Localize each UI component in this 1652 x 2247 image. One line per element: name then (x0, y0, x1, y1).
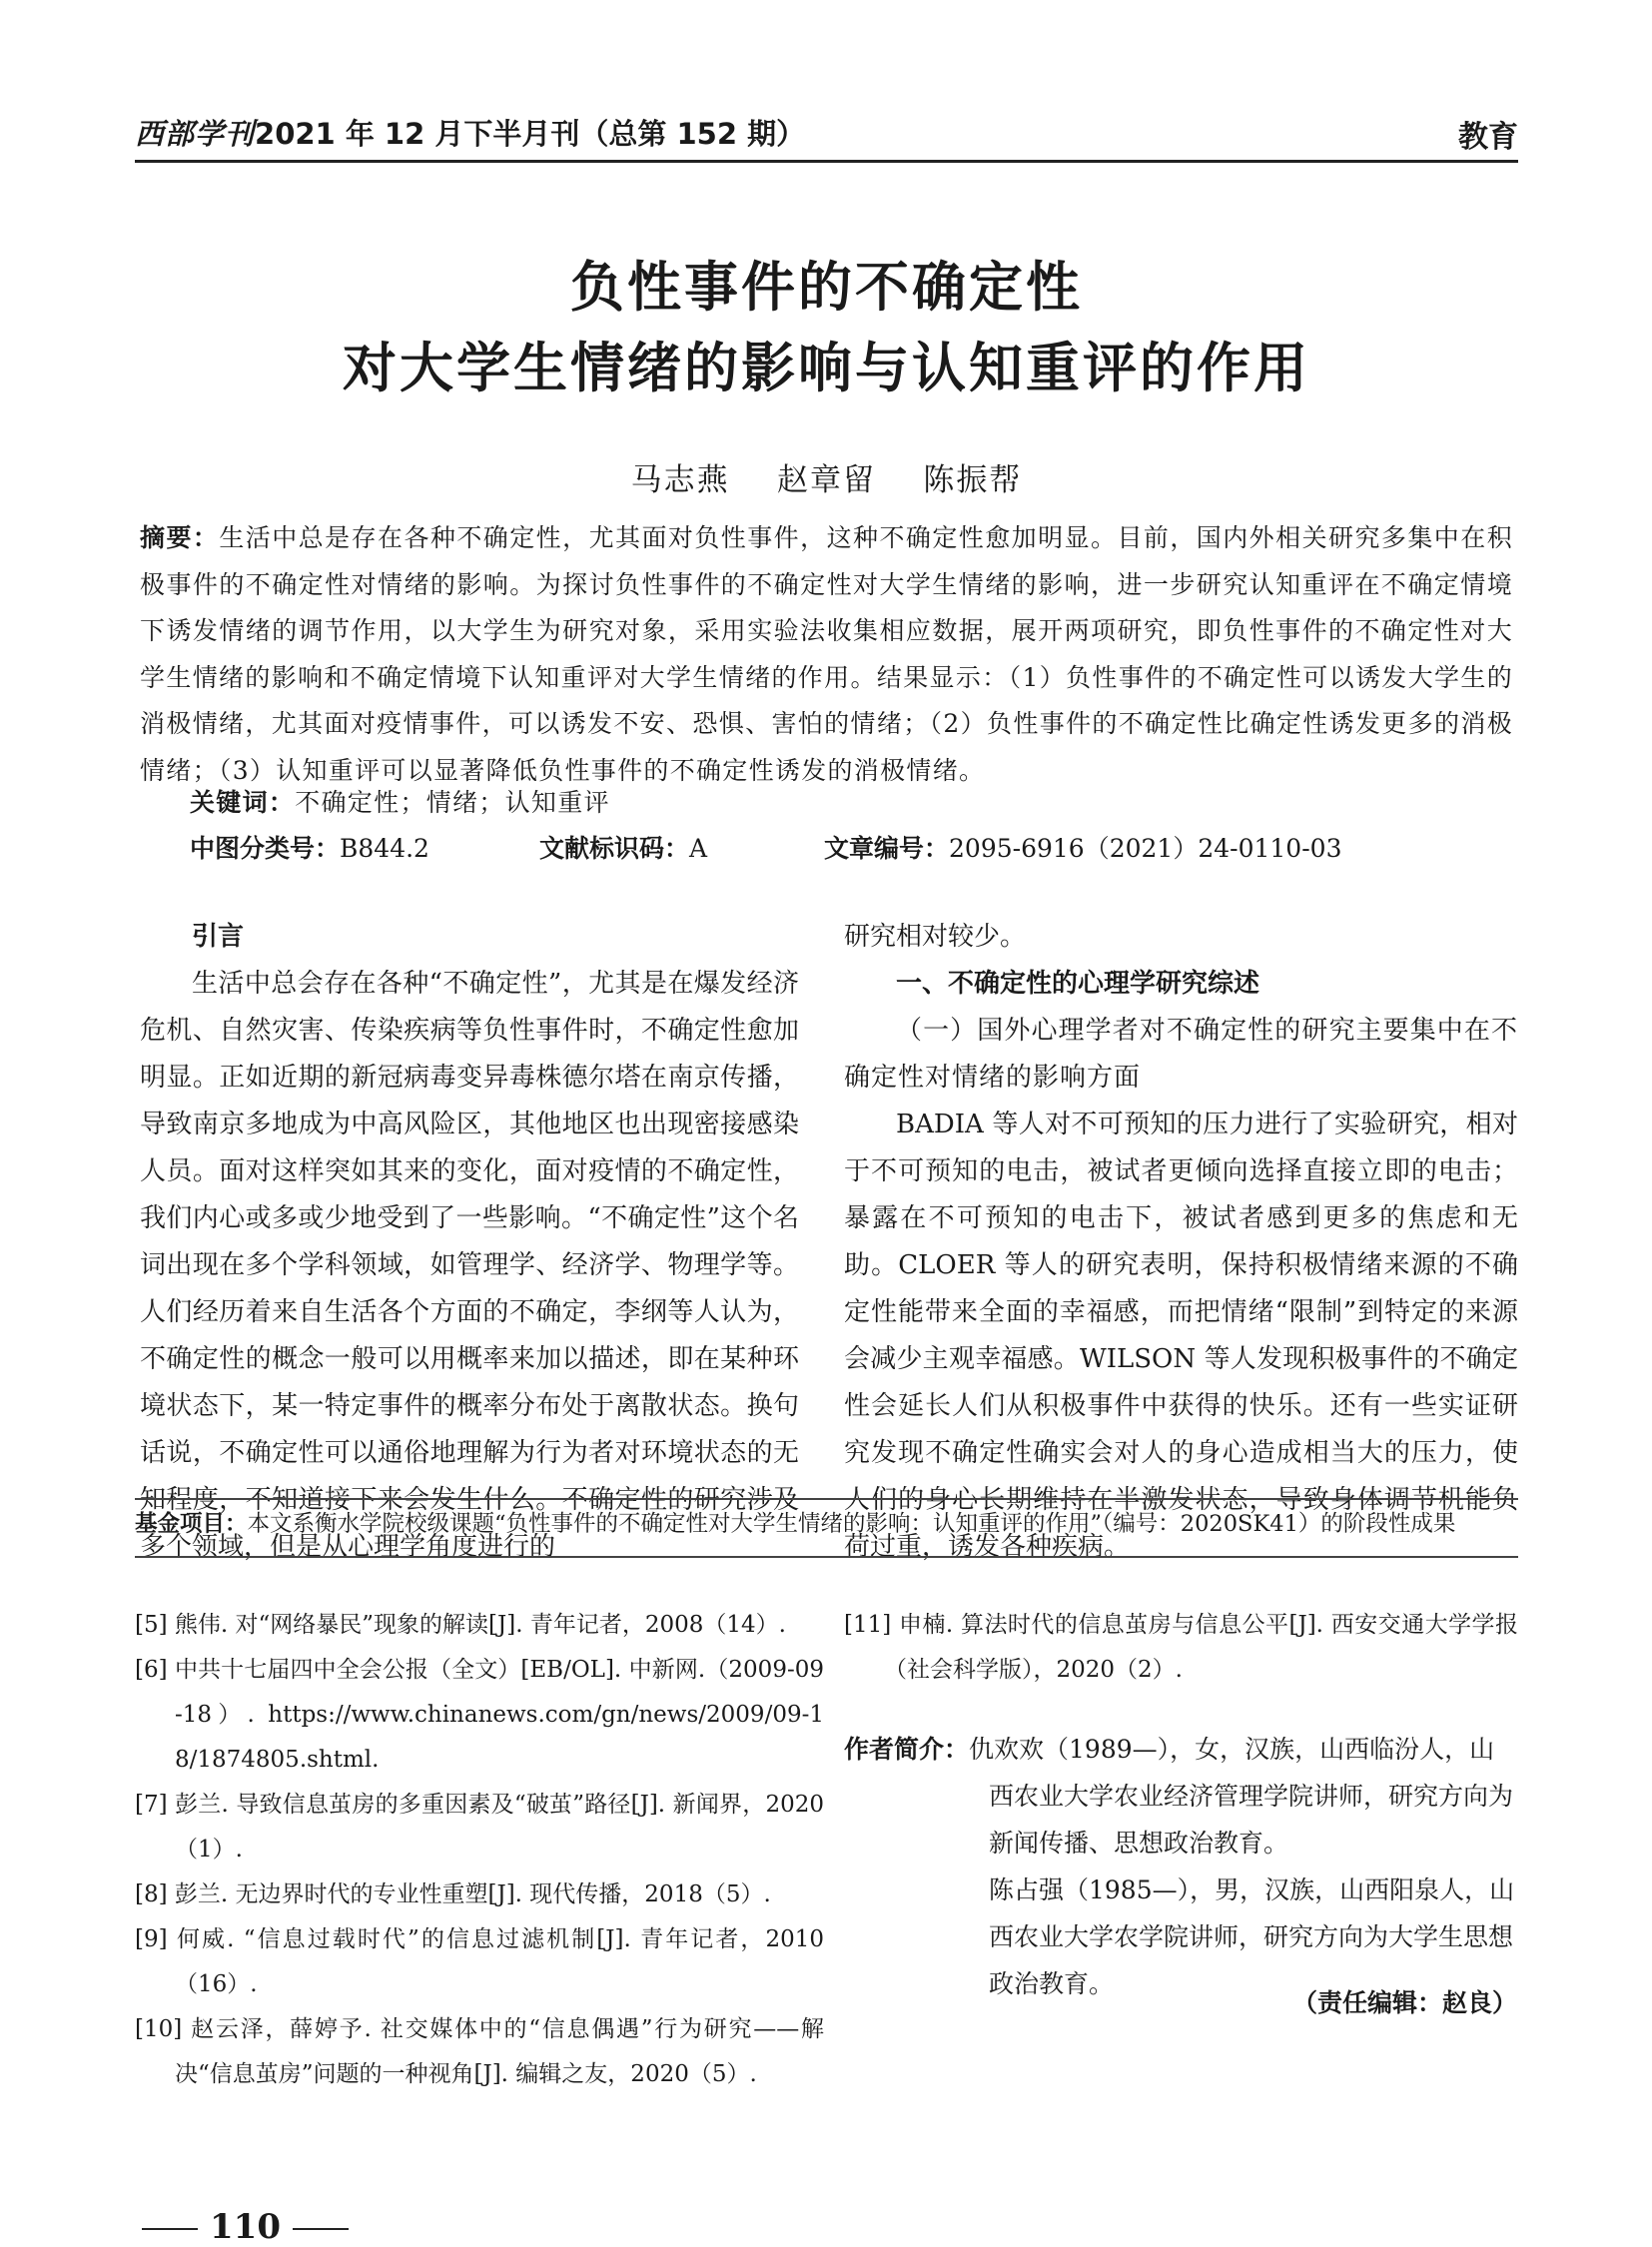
references-right (844, 1603, 1518, 1693)
article-number-value: 2095-6916（2021）24-0110-03 (949, 834, 1342, 863)
clc-value: B844.2 (340, 834, 429, 863)
article-authors: 马志燕 赵章留 陈振帮 (630, 462, 1023, 498)
intro-heading: 引言 (192, 922, 245, 952)
abstract-label: 摘要： (140, 523, 220, 552)
article-title-line1: 负性事件的不确定性 (570, 255, 1083, 319)
section1-heading: 一、不确定性的心理学研究综述 (896, 969, 1260, 999)
bio-author1-text: 仇欢欢（1989—），女，汉族，山西临汾人，山西农业大学农业经济管理学院讲师，研究方向为新闻传播、思想政治教育。 (969, 1735, 1514, 1858)
fund-label: 基金项目： (135, 1511, 248, 1537)
journal-issue (135, 112, 805, 153)
keywords-text: 不确定性；情绪；认知重评 (295, 788, 610, 817)
doc-code (539, 829, 707, 865)
page-dash-left (142, 2228, 198, 2230)
running-header (135, 112, 1518, 158)
references-left (135, 1603, 824, 2097)
author-bio-2: 陈占强（1985—），男，汉族，山西阳泉人，山西农业大学农学院讲师，研究方向为大学生思想政治教育。 (989, 1875, 1515, 1998)
fund-top-rule (135, 1498, 1518, 1500)
clc-label: 中图分类号： (190, 834, 341, 863)
author-bio-1 (844, 1726, 1518, 1867)
author-bio (844, 1726, 1518, 2007)
issue-info: 2021 年 12 月下半月刊（总第 152 期） (255, 117, 806, 151)
clc-number (190, 829, 429, 865)
reference-item: [11] 申楠. 算法时代的信息茧房与信息公平[J]. 西安交通大学学报（社会科学版），2020（2）. (844, 1612, 1518, 1683)
article-number (824, 829, 1341, 865)
article-number-label: 文章编号： (824, 834, 950, 863)
body-left-column (140, 914, 799, 1571)
abstract-text: 生活中总是存在各种不确定性，尤其面对负性事件，这种不确定性愈加明显。目前，国内外相关研究多集中在积极事件的不确定性对情绪的影响。为探讨负性事件的不确定性对大学生情绪的影响，进一步研究认知重评在不确定情境下诱发情绪的调节作用，以大学生为研究对象，采用实验法收集相应数据，展开两项研究，即负性事件的不确定性对大学生情绪的影响和不确定情境下认知重评对大学生情绪的作用。结果显示：（1）负性事件的不确定性可以诱发大学生的消极情绪，尤其面对疫情事件，可以诱发不安、恐惧、害怕的情绪；（2）负性事件的不确定性比确定性诱发更多的消极情绪；（3）认知重评可以显著降低负性事件的不确定性诱发的消极情绪。 (140, 523, 1513, 785)
reference-item: [6] 中共十七届四中全会公报（全文）[EB/OL]. 中新网.（2009-09-18）. https://www.chinanews.com/gn/news/2009/09-18/1874805.shtml. (135, 1657, 824, 1773)
doc-code-label: 文献标识码： (539, 834, 690, 863)
abstract (140, 515, 1513, 794)
reference-item: [9] 何威. “信息过载时代”的信息过滤机制[J]. 青年记者，2010（16）. (135, 1926, 824, 1997)
header-rule (135, 160, 1518, 163)
page-number-value: 110 (210, 2207, 281, 2247)
reference-item: [5] 熊伟. 对“网络暴民”现象的解读[J]. 青年记者，2008（14）. (135, 1612, 786, 1638)
subsection1-heading: （一）国外心理学者对不确定性的研究主要集中在不确定性对情绪的影响方面 (844, 1016, 1518, 1093)
fund-text: 本文系衡水学院校级课题“负性事件的不确定性对大学生情绪的影响：认知重评的作用”（编号：2020SK41）的阶段性成果 (247, 1511, 1456, 1537)
section-name: 教育 (1458, 120, 1518, 155)
keywords (190, 783, 610, 819)
reference-item: [7] 彭兰. 导致信息茧房的多重因素及“破茧”路径[J]. 新闻界，2020（1）. (135, 1792, 824, 1863)
bio-label: 作者简介： (844, 1735, 970, 1764)
page-number (130, 2207, 361, 2247)
responsible-editor: （责任编辑：赵良） (1291, 1988, 1517, 2017)
fund-bottom-rule (135, 1556, 1518, 1558)
article-title-line2: 对大学生情绪的影响与认知重评的作用 (343, 336, 1310, 399)
page-dash-right (293, 2228, 349, 2230)
continuation-text: 研究相对较少。 (844, 922, 1027, 952)
fund-note (135, 1506, 1518, 1538)
keywords-label: 关键词： (190, 788, 296, 817)
body-right-column (844, 914, 1518, 1571)
reference-item: [8] 彭兰. 无边界时代的专业性重塑[J]. 现代传播，2018（5）. (135, 1881, 771, 1907)
reference-item: [10] 赵云泽，薛婷予. 社交媒体中的“信息偶遇”行为研究——解决“信息茧房”问题的一种视角[J]. 编辑之友，2020（5）. (135, 2016, 824, 2087)
doc-code-value: A (689, 834, 708, 863)
intro-paragraph: 生活中总会存在各种“不确定性”，尤其是在爆发经济危机、自然灾害、传染疾病等负性事件时，不确定性愈加明显。正如近期的新冠病毒变异毒株德尔塔在南京传播，导致南京多地成为中高风险区，其他地区也出现密接感染人员。面对这样突如其来的变化，面对疫情的不确定性，我们内心或多或少地受到了一些影响。“不确定性”这个名词出现在多个学科领域，如管理学、经济学、物理学等。人们经历着来自生活各个方面的不确定，李纲等人认为，不确定性的概念一般可以用概率来加以描述，即在某种环境状态下，某一特定事件的概率分布处于离散状态。换句话说，不确定性可以通俗地理解为行为者对环境状态的无知程度，不知道接下来会发生什么。不确定性的研究涉及多个领域，但是从心理学角度进行的 (140, 969, 799, 1562)
journal-logo: 西部学刊 (135, 117, 256, 151)
section1-paragraph: BADIA 等人对不可预知的压力进行了实验研究，相对于不可预知的电击，被试者更倾向选择直接立即的电击；暴露在不可预知的电击下，被试者感到更多的焦虑和无助。CLOER 等人的研究表明，保持积极情绪来源的不确定性能带来全面的幸福感，而把情绪“限制”到特定的来源会减少主观幸福感。WILSON 等人发现积极事件的不确定性会延长人们从积极事件中获得的快乐。还有一些实证研究发现不确定性确实会对人的身心造成相当大的压力，使人们的身心长期维持在半激发状态，导致身体调节机能负荷过重，诱发各种疾病。 (844, 1110, 1518, 1562)
